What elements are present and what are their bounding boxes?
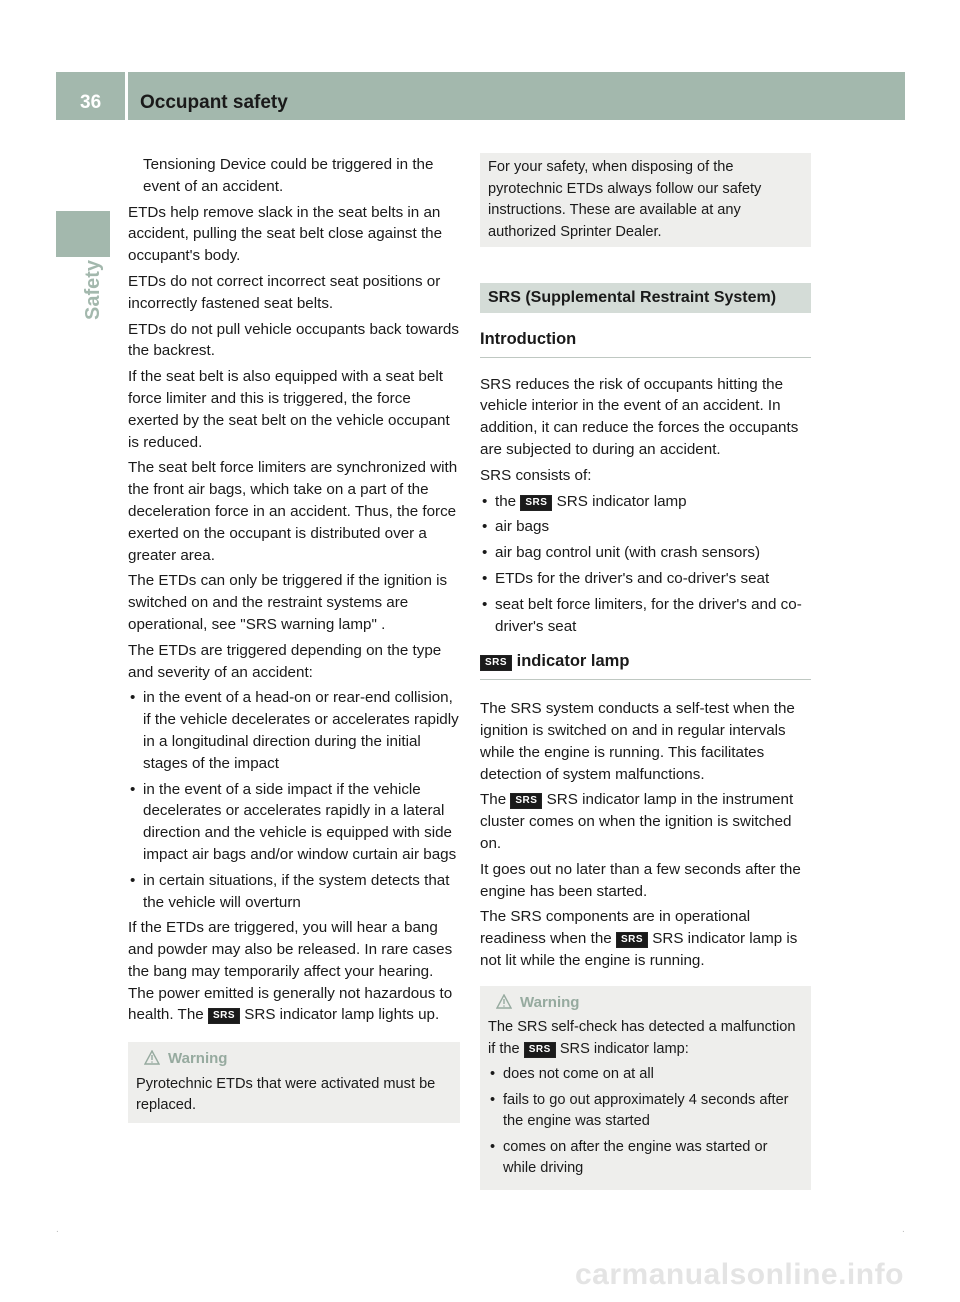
introduction-heading: Introduction bbox=[480, 329, 811, 358]
paragraph: The ETDs can only be triggered if the ignition is switched on and the restraint systems are operational, see "SRS warning lamp" . bbox=[128, 572, 448, 633]
srs-icon: SRS bbox=[520, 495, 552, 511]
list-item: • ETDs for the driver's and co-driver's seat bbox=[480, 568, 811, 590]
srs-icon: SRS bbox=[524, 1042, 556, 1058]
lamp-on-paragraph bbox=[480, 789, 811, 854]
srs-icon: SRS bbox=[616, 932, 648, 948]
srs-components-list bbox=[480, 491, 811, 638]
goes-out-paragraph: It goes out no later than a few seconds after the engine has been started. bbox=[480, 860, 801, 900]
side-tab bbox=[82, 259, 122, 320]
list-item: • air bag control unit (with crash sensors) bbox=[480, 542, 811, 564]
warning-title: Warning bbox=[520, 993, 580, 1011]
section-header: SRS (Supplemental Restraint System) bbox=[480, 283, 811, 313]
srs-icon: SRS bbox=[510, 793, 542, 809]
intro-paragraph: SRS reduces the risk of occupants hitting the vehicle interior in the event of an accident. In addition, it can reduce the forces the occupants are subjected to during an accident. bbox=[480, 375, 799, 458]
paragraph: The seat belt force limiters are synchronized with the front air bags, which take on a part of the deceleration force in an accident. Thus, the force exerted on the occupant is distributed over a greater area. bbox=[128, 459, 458, 564]
readiness-text-start: The SRS components are in operational readiness when the bbox=[480, 908, 751, 948]
readiness-paragraph bbox=[480, 906, 811, 971]
list-item-text: SRS indicator lamp bbox=[552, 492, 687, 510]
disposal-note-text: For your safety, when disposing of the pyrotechnic ETDs always follow our safety instructions. These are available at any authorized Sprinter Dealer. bbox=[488, 159, 762, 240]
warning-intro bbox=[488, 1017, 803, 1060]
list-item: • comes on after the engine was started or while driving bbox=[488, 1137, 803, 1180]
page-title: Occupant safety bbox=[140, 92, 288, 113]
selftest-paragraph: The SRS system conducts a self-test when the ignition is switched on and in regular intervals while the engine is running. This facilitates detection of system malfunctions. bbox=[480, 700, 795, 783]
warning-box bbox=[128, 1042, 460, 1123]
bang-paragraph bbox=[128, 917, 460, 1026]
list-item-text: the bbox=[495, 492, 521, 510]
paragraph: The ETDs are triggered depending on the type and severity of an accident: bbox=[128, 641, 442, 681]
trigger-list bbox=[128, 687, 460, 913]
list-item bbox=[480, 491, 811, 513]
paragraph: If the seat belt is also equipped with a seat belt force limiter and this is triggered, the force exerted by the seat belt on the vehicle occupant is reduced. bbox=[128, 368, 450, 451]
warning-list bbox=[488, 1064, 803, 1180]
readiness-text-end: SRS indicator lamp is not lit while the engine is running. bbox=[480, 930, 798, 969]
corner-mark: . bbox=[56, 1224, 59, 1235]
bang-text-end: SRS indicator lamp lights up. bbox=[240, 1006, 440, 1024]
right-column bbox=[480, 153, 811, 1190]
srs-warning-box bbox=[480, 986, 811, 1190]
consists-of: SRS consists of: bbox=[480, 466, 592, 484]
list-item: • fails to go out approximately 4 seconds after the engine was started bbox=[488, 1090, 803, 1133]
lamp-on-text-start: The bbox=[480, 791, 511, 809]
watermark: carmanualsonline.info bbox=[575, 1258, 904, 1291]
lamp-on-text-end: SRS indicator lamp in the instrument cluster comes on when the ignition is switched on. bbox=[480, 791, 794, 852]
side-tab-label: Safety bbox=[82, 259, 104, 320]
list-item: • in the event of a side impact if the vehicle decelerates or accelerates rapidly in a lateral direction and the vehicle is equipped with side impact air bags and/or window curtain air bags bbox=[128, 779, 460, 866]
warning-heading bbox=[136, 1048, 452, 1070]
srs-icon: SRS bbox=[208, 1008, 240, 1024]
header-divider bbox=[125, 72, 128, 120]
intro-tail: Tensioning Device could be triggered in the event of an accident. bbox=[143, 156, 434, 195]
warning-triangle-icon bbox=[144, 1050, 160, 1065]
list-item: • in the event of a head-on or rear-end collision, if the vehicle decelerates or accelerates rapidly in a longitudinal direction during the initial stages of the impact bbox=[128, 687, 460, 774]
paragraph: ETDs do not pull vehicle occupants back towards the backrest. bbox=[128, 320, 459, 360]
disposal-note bbox=[480, 153, 811, 247]
corner-mark: . bbox=[902, 1224, 905, 1235]
indicator-lamp-heading-text: indicator lamp bbox=[512, 652, 630, 671]
page-number: 36 bbox=[80, 92, 102, 113]
warning-title: Warning bbox=[168, 1050, 228, 1068]
list-item: • does not come on at all bbox=[488, 1064, 803, 1086]
warning-intro-start: The SRS self-check has detected a malfunction if the bbox=[488, 1019, 796, 1057]
left-column bbox=[128, 154, 460, 1123]
list-item: • seat belt force limiters, for the driver's and co-driver's seat bbox=[480, 594, 811, 638]
section-tab-marker bbox=[56, 211, 110, 257]
list-item: • air bags bbox=[480, 516, 811, 538]
warning-triangle-icon bbox=[496, 994, 512, 1009]
warning-text: Pyrotechnic ETDs that were activated must be replaced. bbox=[136, 1075, 436, 1114]
paragraph: ETDs do not correct incorrect seat positions or incorrectly fastened seat belts. bbox=[128, 272, 441, 312]
bang-text-start: If the ETDs are triggered, you will hear a bang and powder may also be released. In rare cases the bang may temporarily affect your hearing. The power emitted is generally not hazardous to health. The bbox=[128, 919, 453, 1024]
warning-heading bbox=[488, 992, 803, 1014]
list-item: • in certain situations, if the system detects that the vehicle will overturn bbox=[128, 870, 460, 914]
indicator-lamp-heading bbox=[480, 651, 811, 680]
paragraph: ETDs help remove slack in the seat belts in an accident, pulling the seat belt close against the occupant's body. bbox=[128, 203, 443, 265]
srs-icon: SRS bbox=[480, 655, 512, 671]
warning-intro-end: SRS indicator lamp: bbox=[555, 1040, 689, 1057]
